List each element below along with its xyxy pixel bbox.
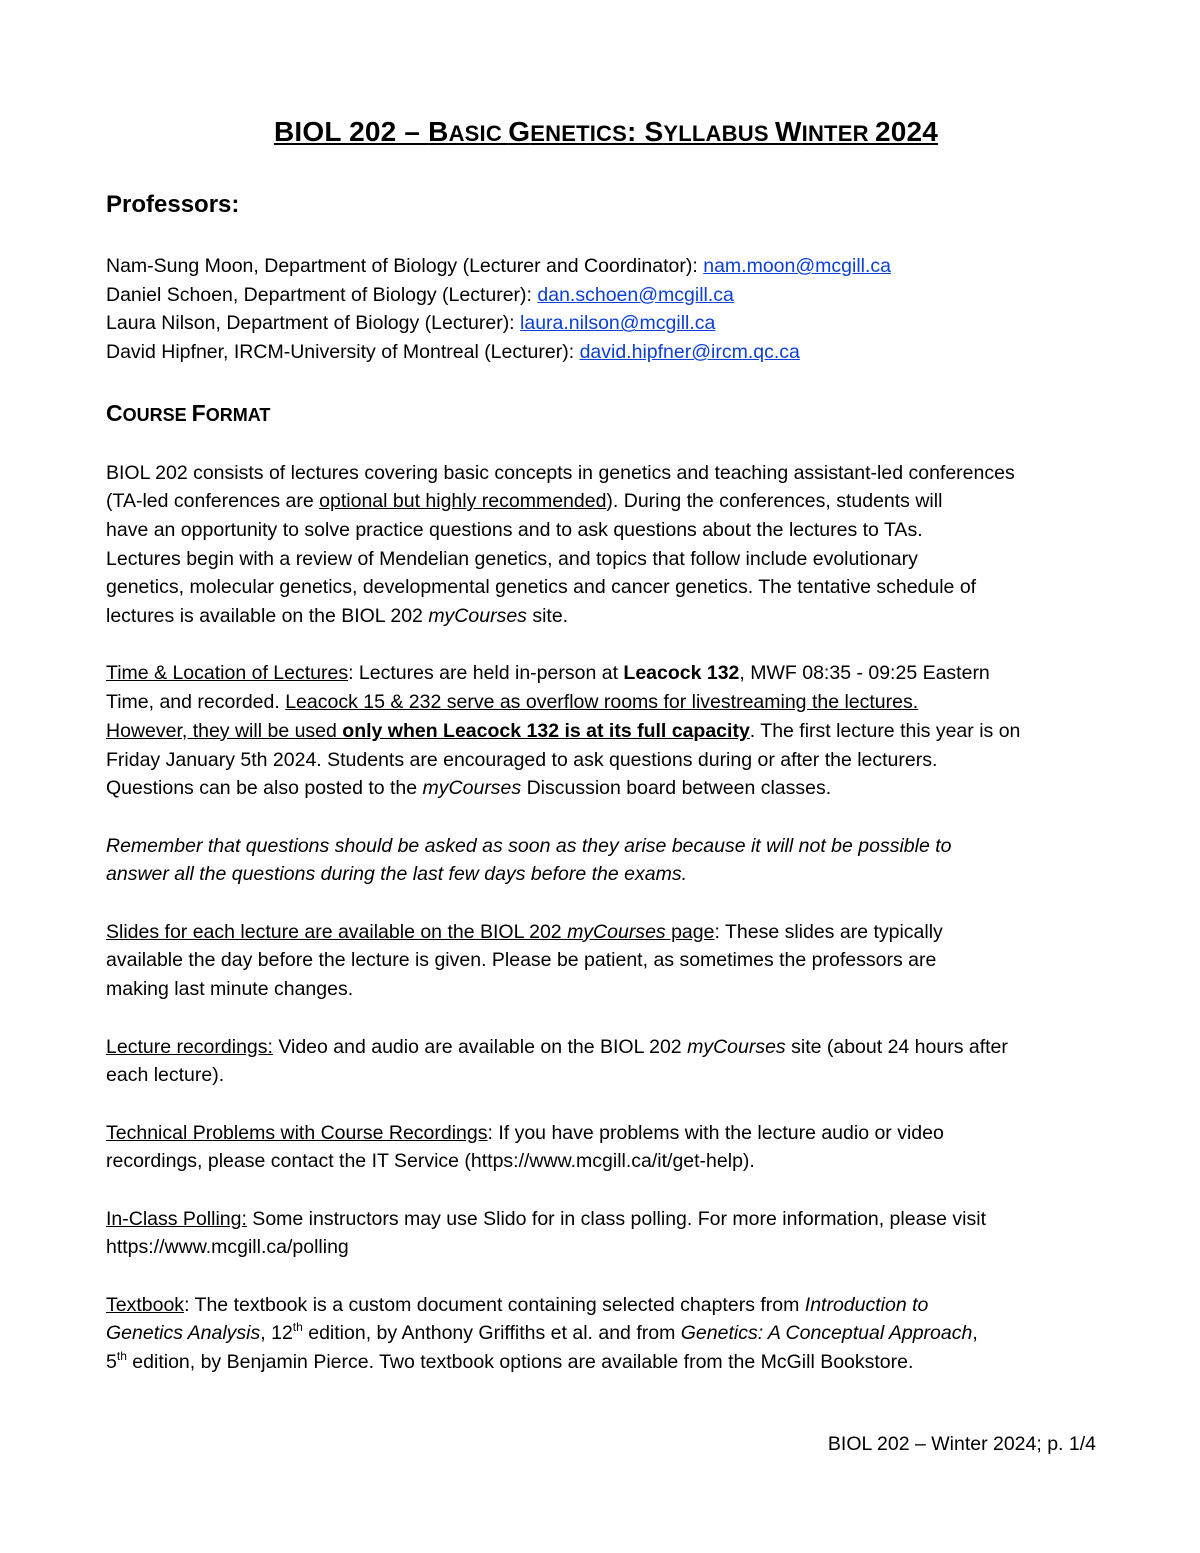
recordings-paragraph: Lecture recordings: Video and audio are available on the BIOL 202 myCourses site (about 24 hours after each lecture). <box>106 1035 1008 1087</box>
reminder-paragraph: Remember that questions should be asked as soon as they arise because it will not be possible to answer all the questions during the last few days before the exams. <box>106 834 952 886</box>
polling-paragraph: In-Class Polling: Some instructors may use Slido for in class polling. For more information, please visit https://www.mcgill.ca/polling <box>106 1207 987 1259</box>
email-link-schoen[interactable]: dan.schoen@mcgill.ca <box>537 283 734 306</box>
course-format-heading: COURSE FORMAT <box>106 399 271 426</box>
professors-list <box>106 252 1106 367</box>
slides-label: Slides for each lecture are available on the BIOL 202 myCourses page <box>106 920 715 943</box>
professors-heading: Professors: <box>106 191 240 218</box>
textbook-label: Textbook <box>106 1293 185 1316</box>
page-footer: BIOL 202 – Winter 2024; p. 1/4 <box>827 1433 1096 1455</box>
time-location-paragraph: Time & Location of Lectures: Lectures are held in-person at Leacock 132, MWF 08:35 - 09:25 Eastern Time, and recorded. Leacock 15 & 232 serve as overflow rooms for livestreaming the lectures. However, they will be used only when Leacock 132 is at its full capacity. The first lecture this year is on Friday January 5th 2024. Students are encouraged to ask questions during or after the lecturers. Questions can be also posted to the myCourses Discussion board between classes. <box>106 662 1021 800</box>
email-link-moon[interactable]: nam.moon@mcgill.ca <box>703 255 891 277</box>
textbook-paragraph: Textbook: The textbook is a custom document containing selected chapters from Introduction to Genetics Analysis, 12th edition, by Anthony Griffiths et al. and from Genetics: A Conceptual Approach, 5th edition, by Benjamin Pierce. Two textbook options are available from the McGill Bookstore. <box>106 1293 978 1374</box>
recordings-label: Lecture recordings: <box>106 1035 273 1058</box>
technical-problems-paragraph: Technical Problems with Course Recordings: If you have problems with the lecture audio or video recordings, please contact the IT Service (https://www.mcgill.ca/it/get-help). <box>106 1121 944 1173</box>
polling-label: In-Class Polling: <box>106 1207 247 1230</box>
technical-problems-label: Technical Problems with Course Recordings <box>106 1121 488 1144</box>
email-link-nilson[interactable]: laura.nilson@mcgill.ca <box>520 312 716 335</box>
professor-entry: David Hipfner, IRCM-University of Montreal (Lecturer): david.hipfner@ircm.qc.ca <box>106 341 800 364</box>
syllabus-page <box>106 112 1106 1406</box>
email-link-hipfner[interactable]: david.hipfner@ircm.qc.ca <box>579 341 800 364</box>
professor-entry: Nam-Sung Moon, Department of Biology (Lecturer and Coordinator): nam.moon@mcgill.ca <box>106 255 891 277</box>
time-location-label: Time & Location of Lectures <box>106 662 349 685</box>
professor-entry: Laura Nilson, Department of Biology (Lecturer): laura.nilson@mcgill.ca <box>106 312 716 335</box>
professor-entry: Daniel Schoen, Department of Biology (Lecturer): dan.schoen@mcgill.ca <box>106 283 734 306</box>
course-format-paragraph: BIOL 202 consists of lectures covering basic concepts in genetics and teaching assistant-led conferences (TA-led conferences are optional but highly recommended). During the conferences, students will have an opportunity to solve practice questions and to ask questions about the lectures to TAs. Lectures begin with a review of Mendelian genetics, and topics that follow include evolutionary genetics, molecular genetics, developmental genetics and cancer genetics. The tentative schedule of lectures is available on the BIOL 202 myCourses site. <box>106 461 1015 628</box>
slides-paragraph: Slides for each lecture are available on the BIOL 202 myCourses page: These slides are typically available the day before the lecture is given. Please be patient, as sometimes the professors are making last minute changes. <box>106 920 943 1001</box>
page-title: BIOL 202 – BASIC GENETICS: SYLLABUS WINTER 2024 <box>273 116 939 147</box>
